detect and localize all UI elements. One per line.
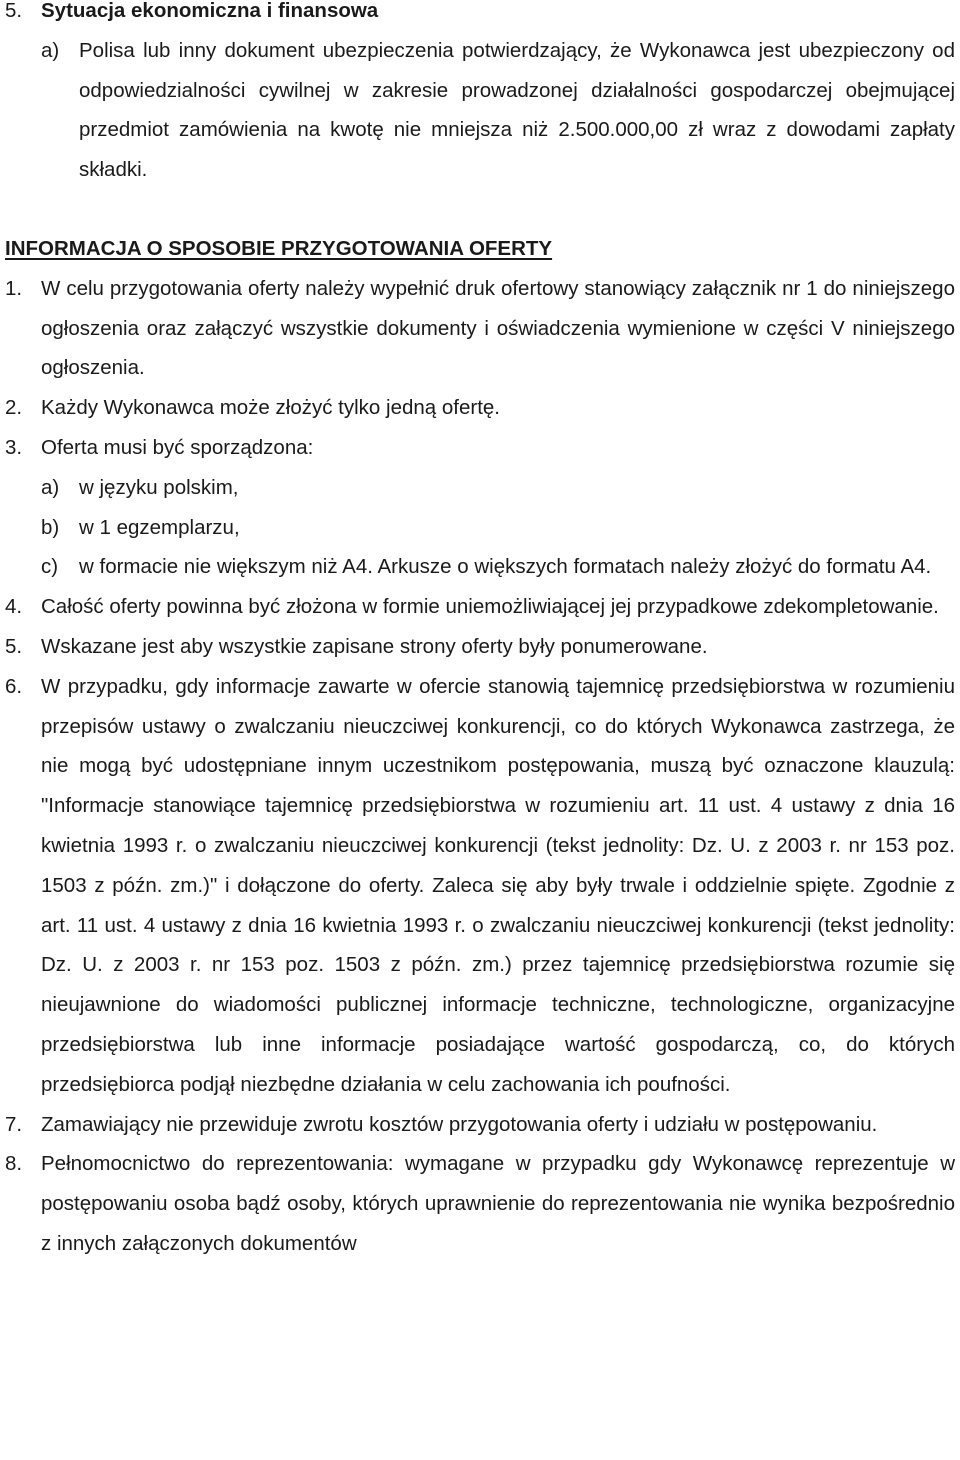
item-text: Pełnomocnictwo do reprezentowania: wymagane w przypadku gdy Wykonawcę reprezentuje w postępowaniu osoba bądź osoby, których uprawnienie do reprezentowania nie wynika bezpośrednio z innych załączonych dokumentów	[41, 1152, 955, 1255]
list-item-6	[0, 667, 955, 1105]
sub-item-label: a)	[41, 475, 60, 499]
list-item-3	[0, 428, 955, 587]
section-title: Sytuacja ekonomiczna i finansowa	[41, 0, 379, 22]
item-text: Wskazane jest aby wszystkie zapisane strony oferty były ponumerowane.	[41, 634, 708, 658]
item-number: 6.	[5, 674, 23, 698]
sub-item-text: w 1 egzemplarzu,	[79, 515, 240, 539]
sub-item-label: a)	[41, 38, 60, 62]
section-heading: INFORMACJA O SPOSOBIE PRZYGOTOWANIA OFERTY	[5, 236, 553, 260]
list-item-1	[0, 269, 955, 388]
item-number: 5.	[5, 634, 23, 658]
item-text: W celu przygotowania oferty należy wypełnić druk ofertowy stanowiący załącznik nr 1 do niniejszego ogłoszenia oraz załączyć wszystkie dokumenty i oświadczenia wymienione w części V niniejszego ogłoszenia.	[41, 276, 955, 380]
list-item-4	[0, 587, 955, 627]
sub-item	[41, 547, 955, 587]
item-text: Oferta musi być sporządzona:	[41, 435, 314, 459]
item-number: 2.	[5, 396, 23, 420]
sub-item-text: w formacie nie większym niż A4. Arkusze o większych formatach należy złożyć do formatu A4.	[79, 555, 932, 579]
sub-item-label: c)	[41, 555, 59, 579]
list-item-7	[0, 1105, 955, 1145]
list-item-8	[0, 1144, 955, 1263]
section-number: 5.	[5, 0, 23, 22]
sub-item	[41, 468, 955, 508]
sub-item-text: Polisa lub inny dokument ubezpieczenia potwierdzający, że Wykonawca jest ubezpieczony od odpowiedzialności cywilnej w zakresie prowadzonej działalności gospodarczej obejmującej przedmiot zamówienia na kwotę nie mniejsza niż 2.500.000,00 zł wraz z dowodami zapłaty składki.	[79, 38, 955, 182]
list-item-5	[0, 627, 955, 667]
item-number: 1.	[5, 276, 23, 300]
section-5	[0, 0, 955, 190]
item-number: 8.	[5, 1152, 23, 1176]
item-text: Każdy Wykonawca może złożyć tylko jedną ofertę.	[41, 396, 500, 420]
sub-item	[41, 31, 955, 190]
sub-item	[41, 508, 955, 548]
sub-item-label: b)	[41, 515, 60, 539]
list-item-2	[0, 388, 955, 428]
item-number: 7.	[5, 1112, 23, 1136]
item-text: Całość oferty powinna być złożona w formie uniemożliwiającej jej przypadkowe zdekompletowanie.	[41, 595, 939, 619]
item-number: 3.	[5, 435, 23, 459]
sub-item-text: w języku polskim,	[79, 475, 239, 499]
item-text: W przypadku, gdy informacje zawarte w ofercie stanowią tajemnicę przedsiębiorstwa w rozumieniu przepisów ustawy o zwalczaniu nieuczciwej konkurencji, co do których Wykonawca zastrzega, że nie mogą być udostępniane innym uczestnikom postępowania, muszą być oznaczone klauzulą: "Informacje stanowiące tajemnicę przedsiębiorstwa w rozumieniu art. 11 ust. 4 ustawy z dnia 16 kwietnia 1993 r. o zwalczaniu nieuczciwej konkurencji (tekst jednolity: Dz. U. z 2003 r. nr 153 poz. 1503 z późn. zm.)" i dołączone do oferty. Zaleca się aby były trwale i oddzielnie spięte. Zgodnie z art. 11 ust. 4 ustawy z dnia 16 kwietnia 1993 r. o zwalczaniu nieuczciwej konkurencji (tekst jednolity: Dz. U. z 2003 r. nr 153 poz. 1503 z późn. zm.) przez tajemnicę przedsiębiorstwa rozumie się nieujawnione do wiadomości publicznej informacje techniczne, technologiczne, organizacyjne przedsiębiorstwa lub inne informacje posiadające wartość gospodarczą, co, do których przedsiębiorca podjął niezbędne działania w celu zachowania ich poufności.	[41, 674, 955, 1096]
item-text: Zamawiający nie przewiduje zwrotu kosztów przygotowania oferty i udziału w postępowaniu.	[41, 1112, 878, 1136]
item-number: 4.	[5, 595, 23, 619]
